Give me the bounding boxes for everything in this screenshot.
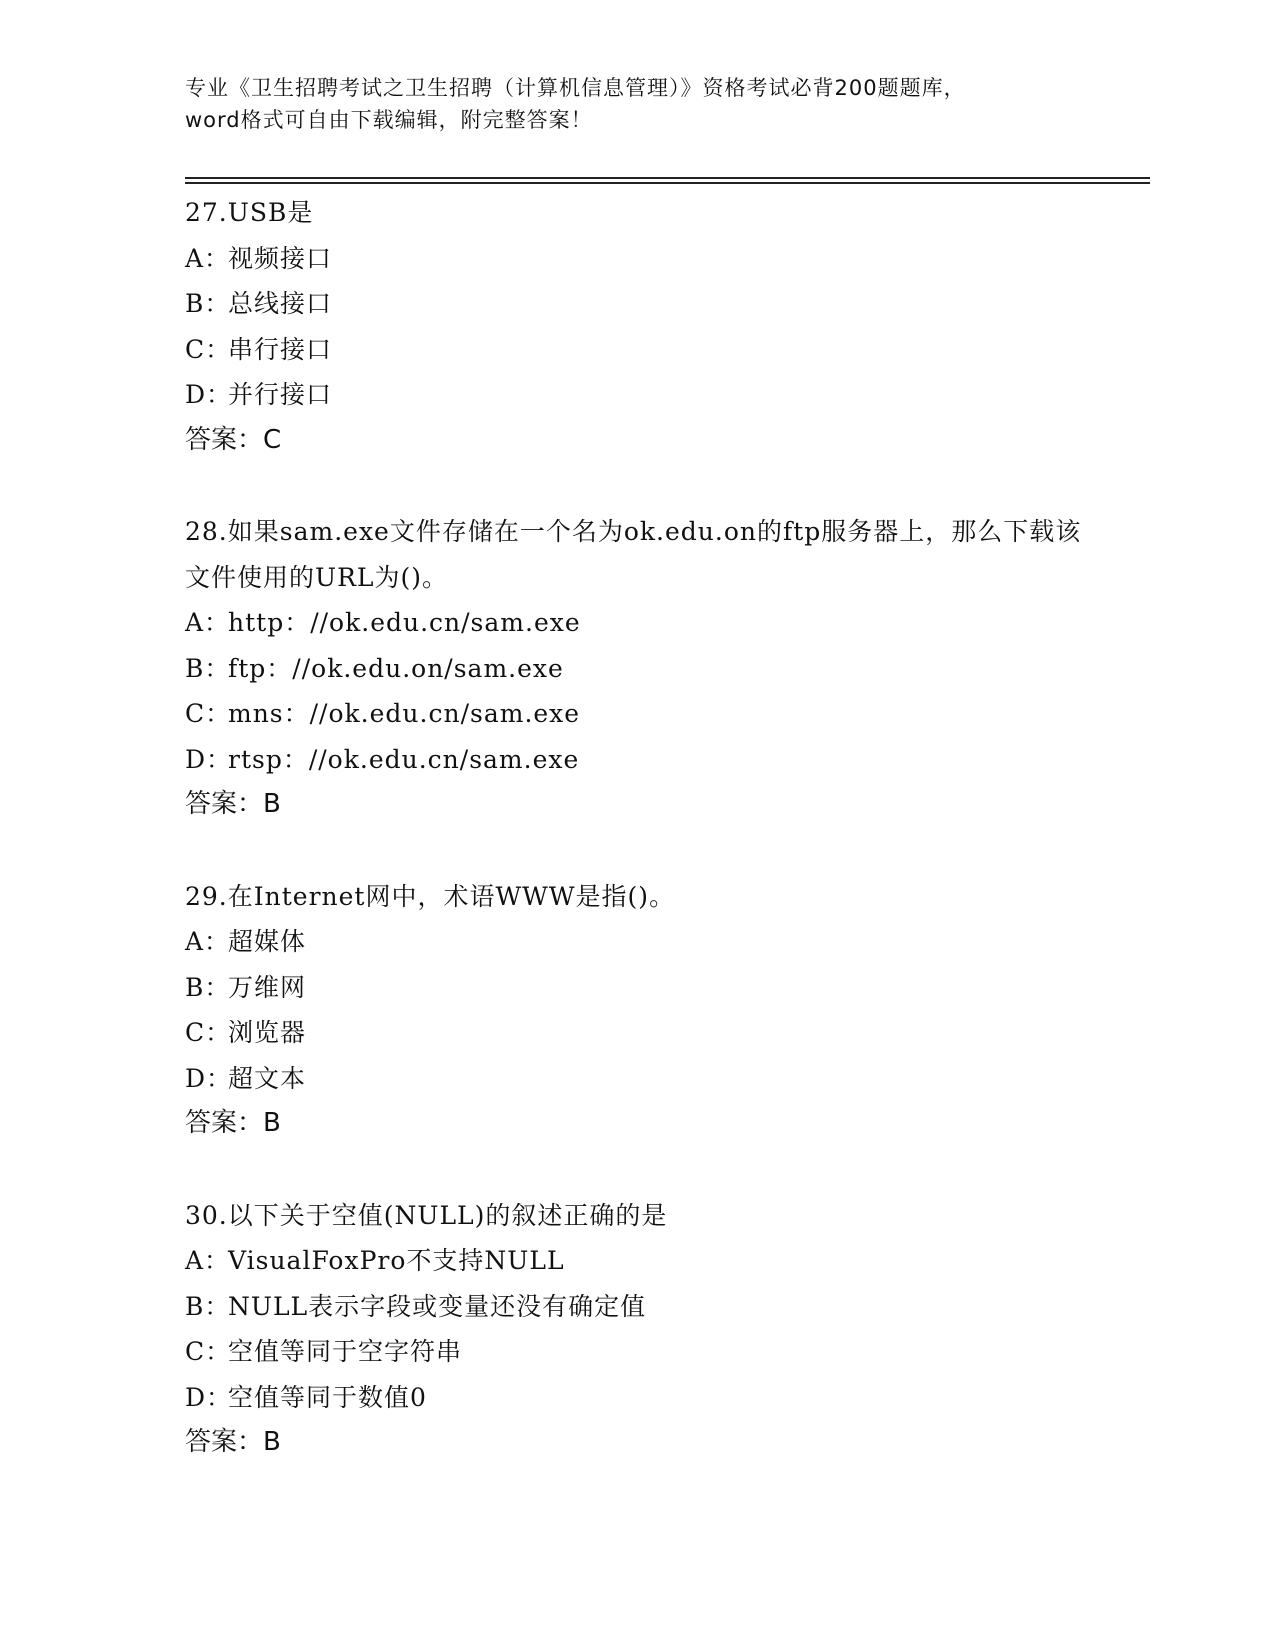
answer-line: 答案：B (185, 789, 281, 819)
option-text: 视频接口 (228, 243, 333, 273)
option-a (185, 600, 1085, 646)
option-key: C： (185, 1337, 232, 1366)
answer-line: 答案：B (185, 1427, 281, 1457)
option-key: A： (185, 1246, 231, 1275)
question-stem: 30.以下关于空值(NULL)的叙述正确的是 (185, 1200, 668, 1230)
question-stem: 29.在Internet网中，术语WWW是指()。 (185, 881, 676, 911)
question-list (185, 190, 1085, 1512)
option-key: C： (185, 1018, 232, 1047)
option-key: D： (185, 1063, 233, 1093)
question-28 (185, 509, 1085, 828)
option-key: D： (185, 380, 233, 409)
option-text: 空值等同于数值0 (228, 1382, 427, 1412)
option-c (185, 327, 1085, 373)
option-text: http：//ok.edu.cn/sam.exe (228, 608, 581, 637)
option-key: A： (185, 927, 231, 956)
option-text: 万维网 (228, 972, 307, 1002)
option-c (185, 1010, 1085, 1056)
header-divider-bottom (185, 182, 1150, 184)
question-29 (185, 874, 1085, 1147)
option-d (185, 737, 1085, 783)
option-a (185, 236, 1085, 282)
header-title-line-2: word格式可自由下载编辑，附完整答案！ (185, 108, 593, 132)
option-key: C： (185, 699, 232, 728)
option-key: A： (185, 608, 231, 637)
option-text: 超文本 (228, 1063, 307, 1093)
option-key: D： (185, 1382, 233, 1412)
option-d (185, 1375, 1085, 1421)
header-divider-top (185, 177, 1150, 179)
option-text: 总线接口 (228, 289, 333, 318)
option-text: ftp：//ok.edu.on/sam.exe (228, 653, 564, 683)
answer-line: 答案：B (185, 1108, 281, 1138)
option-text: 超媒体 (228, 927, 307, 956)
option-b (185, 1284, 1085, 1330)
option-key: B： (185, 653, 231, 683)
option-a (185, 1238, 1085, 1284)
option-d (185, 372, 1085, 418)
option-d (185, 1056, 1085, 1102)
option-key: D： (185, 744, 233, 774)
option-text: 串行接口 (228, 334, 333, 364)
document-header (185, 72, 1085, 136)
option-text: 并行接口 (228, 380, 333, 409)
option-text: mns：//ok.edu.cn/sam.exe (228, 699, 581, 728)
option-key: B： (185, 972, 231, 1002)
option-text: 空值等同于空字符串 (228, 1337, 463, 1366)
option-text: rtsp：//ok.edu.cn/sam.exe (228, 744, 580, 774)
option-key: B： (185, 1291, 231, 1321)
option-c (185, 691, 1085, 737)
option-a (185, 919, 1085, 965)
question-30 (185, 1193, 1085, 1466)
question-stem: 27.USB是 (185, 198, 314, 227)
option-key: C： (185, 334, 232, 364)
option-b (185, 281, 1085, 327)
option-c (185, 1329, 1085, 1375)
option-key: B： (185, 289, 231, 318)
option-text: 浏览器 (228, 1018, 307, 1047)
answer-line: 答案：C (185, 424, 282, 455)
option-text: NULL表示字段或变量还没有确定值 (228, 1291, 647, 1321)
option-b (185, 646, 1085, 692)
header-title-line-1: 专业《卫生招聘考试之卫生招聘（计算机信息管理）》资格考试必背200题题库， (185, 76, 966, 100)
option-b (185, 965, 1085, 1011)
question-stem: 28.如果sam.exe文件存储在一个名为ok.edu.on的ftp服务器上，那么下载该文件使用的URL为()。 (185, 517, 1082, 592)
option-key: A： (185, 243, 231, 273)
option-text: VisualFoxPro不支持NULL (228, 1246, 565, 1275)
question-27 (185, 190, 1085, 463)
